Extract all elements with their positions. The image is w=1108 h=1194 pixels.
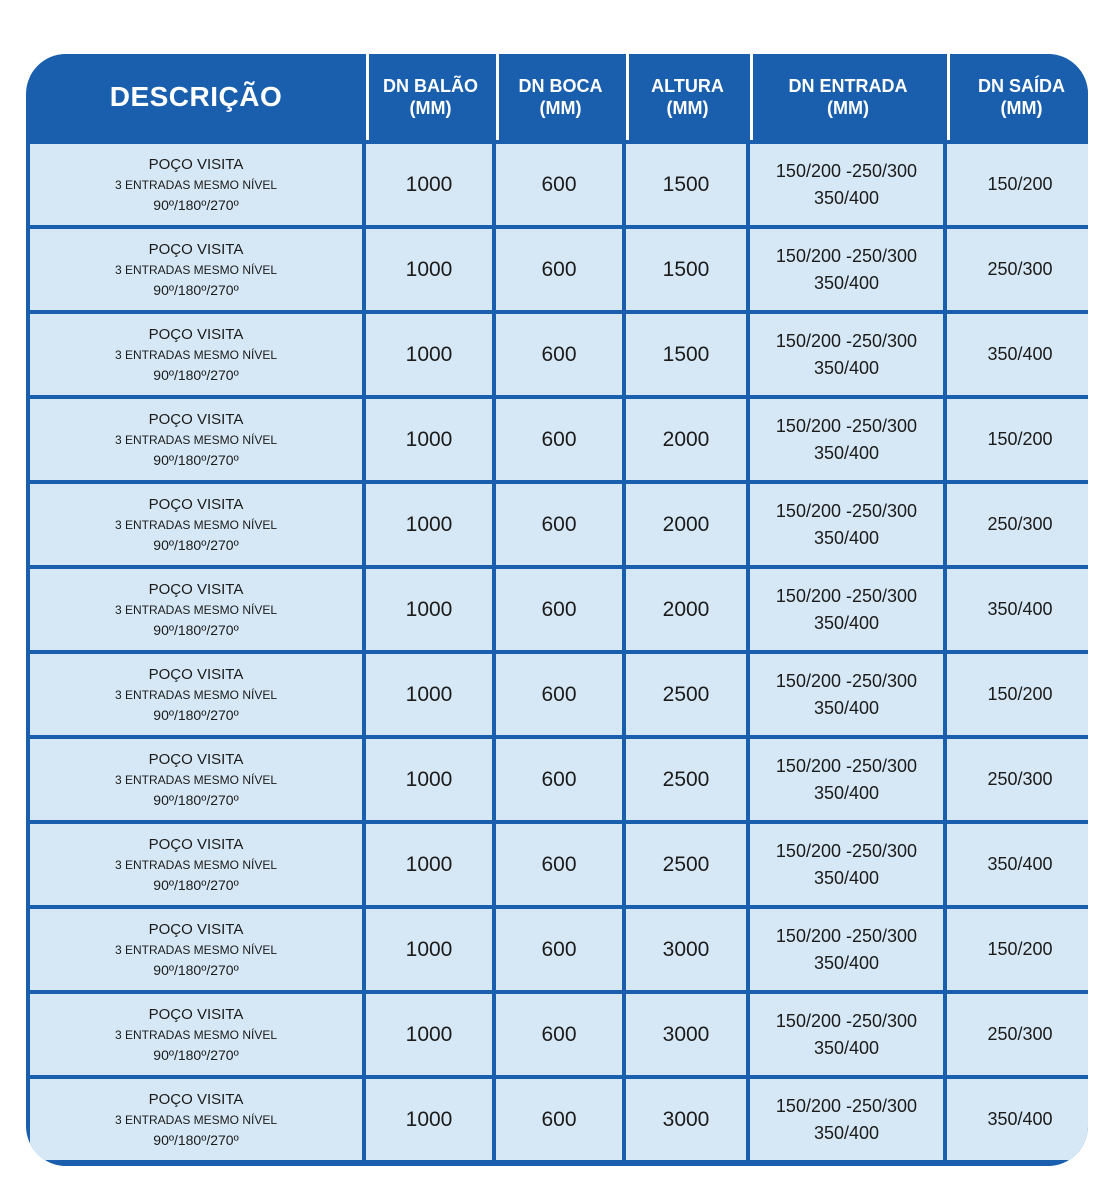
dn-saida-cell: 150/200 [947,399,1088,480]
descricao-cell [30,1079,362,1160]
descricao-entradas: 3 ENTRADAS MESMO NÍVEL [114,432,278,447]
descricao-titulo: POÇO VISITA [148,155,244,173]
dn-balao-cell: 1000 [366,739,492,820]
header-dn-entrada: DN ENTRADA (MM) [750,54,943,140]
dn-boca-cell: 600 [496,739,622,820]
dn-saida-cell: 250/300 [947,229,1088,310]
altura-cell: 1500 [626,229,746,310]
descricao-entradas: 3 ENTRADAS MESMO NÍVEL [114,517,278,532]
dn-saida-cell: 150/200 [947,144,1088,225]
dn-boca-cell: 600 [496,484,622,565]
spec-table-grid [26,54,1088,1166]
dn-saida-cell: 350/400 [947,314,1088,395]
descricao-angulos: 90º/180º/270º [153,536,239,553]
altura-cell: 2000 [626,399,746,480]
dn-entrada-cell: 150/200 -250/300 350/400 [750,399,943,480]
dn-entrada-cell: 150/200 -250/300 350/400 [750,994,943,1075]
dn-boca-cell: 600 [496,994,622,1075]
descricao-cell [30,824,362,905]
descricao-cell [30,484,362,565]
descricao-cell [30,569,362,650]
dn-saida-cell: 350/400 [947,1079,1088,1160]
dn-saida-cell: 350/400 [947,824,1088,905]
dn-boca-cell: 600 [496,1079,622,1160]
altura-cell: 2500 [626,654,746,735]
dn-boca-cell: 600 [496,229,622,310]
descricao-angulos: 90º/180º/270º [153,451,239,468]
dn-entrada-cell: 150/200 -250/300 350/400 [750,144,943,225]
descricao-cell [30,994,362,1075]
descricao-titulo: POÇO VISITA [148,410,244,428]
dn-balao-cell: 1000 [366,994,492,1075]
descricao-entradas: 3 ENTRADAS MESMO NÍVEL [114,942,278,957]
dn-saida-cell: 150/200 [947,654,1088,735]
descricao-entradas: 3 ENTRADAS MESMO NÍVEL [114,602,278,617]
descricao-titulo: POÇO VISITA [148,495,244,513]
descricao-entradas: 3 ENTRADAS MESMO NÍVEL [114,857,278,872]
dn-boca-cell: 600 [496,314,622,395]
spec-table [26,54,1088,1166]
descricao-cell [30,399,362,480]
descricao-cell [30,739,362,820]
descricao-entradas: 3 ENTRADAS MESMO NÍVEL [114,262,278,277]
descricao-entradas: 3 ENTRADAS MESMO NÍVEL [114,1027,278,1042]
dn-saida-cell: 350/400 [947,569,1088,650]
descricao-cell [30,144,362,225]
descricao-angulos: 90º/180º/270º [153,961,239,978]
descricao-entradas: 3 ENTRADAS MESMO NÍVEL [114,772,278,787]
header-dn-balao: DN BALÃO (MM) [366,54,492,140]
descricao-angulos: 90º/180º/270º [153,876,239,893]
header-dn-saida: DN SAÍDA (MM) [947,54,1088,140]
descricao-entradas: 3 ENTRADAS MESMO NÍVEL [114,1112,278,1127]
dn-balao-cell: 1000 [366,824,492,905]
descricao-titulo: POÇO VISITA [148,920,244,938]
dn-entrada-cell: 150/200 -250/300 350/400 [750,654,943,735]
dn-saida-cell: 250/300 [947,994,1088,1075]
dn-balao-cell: 1000 [366,144,492,225]
descricao-cell [30,229,362,310]
descricao-angulos: 90º/180º/270º [153,366,239,383]
dn-boca-cell: 600 [496,824,622,905]
dn-saida-cell: 250/300 [947,484,1088,565]
descricao-entradas: 3 ENTRADAS MESMO NÍVEL [114,177,278,192]
altura-cell: 3000 [626,994,746,1075]
altura-cell: 2500 [626,824,746,905]
dn-entrada-cell: 150/200 -250/300 350/400 [750,314,943,395]
dn-entrada-cell: 150/200 -250/300 350/400 [750,824,943,905]
descricao-angulos: 90º/180º/270º [153,1131,239,1148]
dn-balao-cell: 1000 [366,314,492,395]
descricao-titulo: POÇO VISITA [148,580,244,598]
descricao-titulo: POÇO VISITA [148,665,244,683]
altura-cell: 2000 [626,484,746,565]
dn-balao-cell: 1000 [366,1079,492,1160]
descricao-cell [30,654,362,735]
dn-entrada-cell: 150/200 -250/300 350/400 [750,909,943,990]
dn-saida-cell: 250/300 [947,739,1088,820]
dn-boca-cell: 600 [496,909,622,990]
descricao-angulos: 90º/180º/270º [153,621,239,638]
dn-balao-cell: 1000 [366,569,492,650]
dn-entrada-cell: 150/200 -250/300 350/400 [750,229,943,310]
dn-boca-cell: 600 [496,144,622,225]
descricao-angulos: 90º/180º/270º [153,706,239,723]
descricao-angulos: 90º/180º/270º [153,281,239,298]
altura-cell: 3000 [626,909,746,990]
altura-cell: 2500 [626,739,746,820]
altura-cell: 1500 [626,314,746,395]
descricao-titulo: POÇO VISITA [148,835,244,853]
header-dn-boca: DN BOCA (MM) [496,54,622,140]
descricao-titulo: POÇO VISITA [148,1090,244,1108]
header-altura: ALTURA (MM) [626,54,746,140]
altura-cell: 3000 [626,1079,746,1160]
descricao-titulo: POÇO VISITA [148,325,244,343]
descricao-cell [30,314,362,395]
altura-cell: 1500 [626,144,746,225]
descricao-angulos: 90º/180º/270º [153,791,239,808]
dn-boca-cell: 600 [496,654,622,735]
dn-balao-cell: 1000 [366,229,492,310]
descricao-entradas: 3 ENTRADAS MESMO NÍVEL [114,687,278,702]
dn-boca-cell: 600 [496,399,622,480]
dn-saida-cell: 150/200 [947,909,1088,990]
descricao-titulo: POÇO VISITA [148,750,244,768]
descricao-cell [30,909,362,990]
descricao-angulos: 90º/180º/270º [153,1046,239,1063]
dn-boca-cell: 600 [496,569,622,650]
dn-entrada-cell: 150/200 -250/300 350/400 [750,484,943,565]
dn-balao-cell: 1000 [366,484,492,565]
dn-entrada-cell: 150/200 -250/300 350/400 [750,569,943,650]
altura-cell: 2000 [626,569,746,650]
descricao-angulos: 90º/180º/270º [153,196,239,213]
dn-entrada-cell: 150/200 -250/300 350/400 [750,1079,943,1160]
dn-balao-cell: 1000 [366,909,492,990]
dn-entrada-cell: 150/200 -250/300 350/400 [750,739,943,820]
dn-balao-cell: 1000 [366,399,492,480]
descricao-titulo: POÇO VISITA [148,1005,244,1023]
dn-balao-cell: 1000 [366,654,492,735]
descricao-titulo: POÇO VISITA [148,240,244,258]
descricao-entradas: 3 ENTRADAS MESMO NÍVEL [114,347,278,362]
header-descricao: DESCRIÇÃO [30,54,362,140]
